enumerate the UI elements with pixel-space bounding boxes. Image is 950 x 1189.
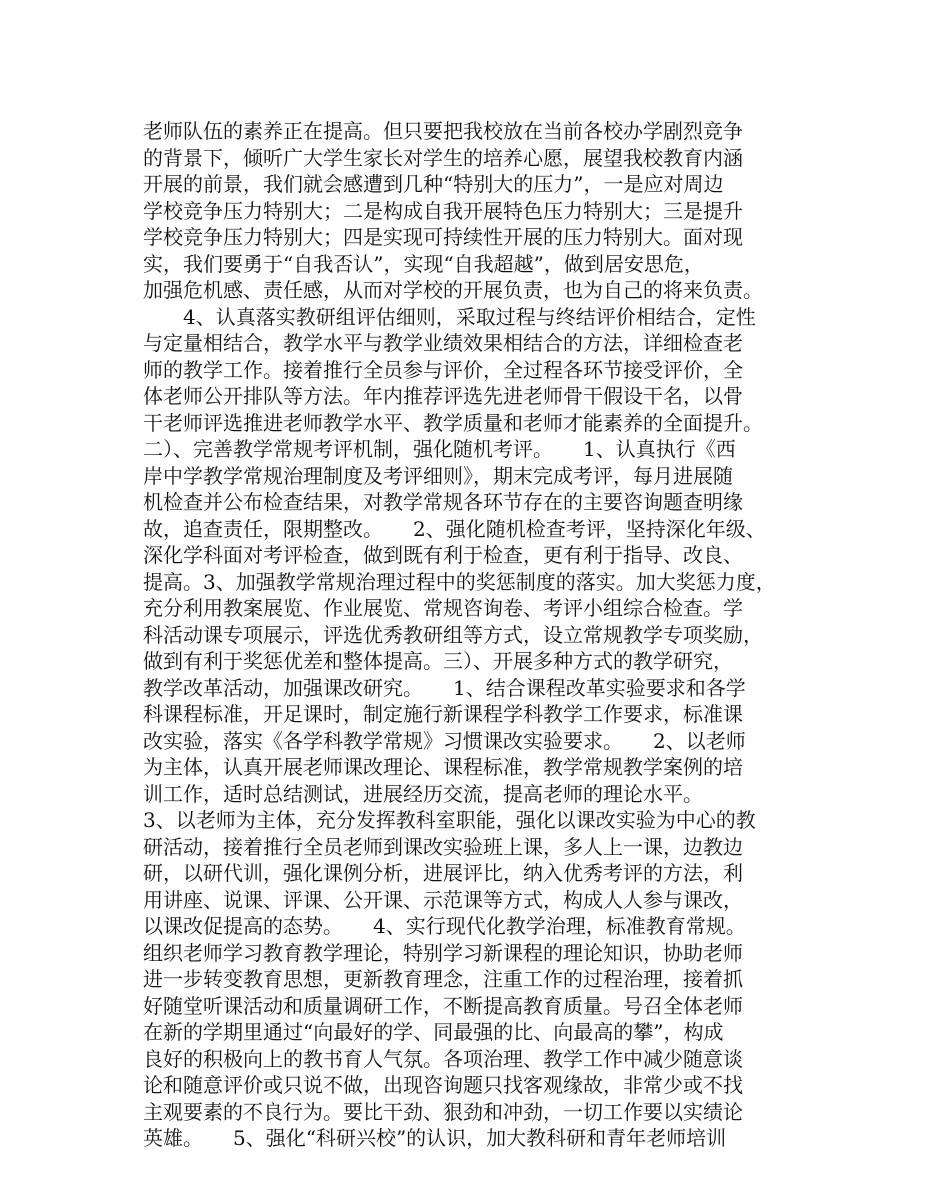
text-line: 机检查并公布检查结果，对教学常规各环节存在的主要咨询题查明缘 (143, 490, 743, 514)
text-line: 3、以老师为主体，充分发挥教科室职能，强化以课改实验为中心的教 (143, 808, 756, 832)
text-line: 进一步转变教育思想，更新教育理念，注重工作的过程治理，接着抓 (143, 967, 743, 991)
text-line: 岸中学教学常规治理制度及考评细则》，期末完成考评，每月进展随 (143, 463, 733, 488)
text-line: 好随堂听课活动和质量调研工作，不断提高教育质量。号召全体老师 (143, 993, 743, 1018)
text-line: 以课改促提高的态势。 4、实行现代化教学治理，标准教育常规。 (143, 914, 746, 938)
text-line: 故，追查责任，限期整改。 2、强化随机检查考评，坚持深化年级、 (143, 516, 766, 541)
text-line: 教学改革活动，加强课改研究。 1、结合课程改革实验要求和各学 (143, 675, 746, 700)
text-line: 开展的前景，我们就会感遭到几种“特别大的压力”，一是应对周边 (143, 172, 724, 196)
text-line: 学校竞争压力特别大；四是实现可持续性开展的压力特别大。面对现 (143, 225, 743, 249)
text-line: 用讲座、说课、评课、公开课、示范课等方式，构成人人参与课改， (143, 887, 743, 912)
text-line: 为主体，认真开展老师课改理论、课程标准，教学常规教学案例的培 (143, 755, 743, 779)
text-line: 提高。3、加强教学常规治理过程中的奖惩制度的落实。加大奖惩力度， (143, 569, 776, 594)
text-line: 组织老师学习教育教学理论，特别学习新课程的理论知识，协助老师 (143, 940, 743, 965)
text-line: 二）、完善教学常规考评机制，强化随机考评。 1、认真执行《西 (143, 437, 736, 461)
text-line: 做到有利于奖惩优差和整体提高。三）、开展多种方式的教学研究， (143, 649, 733, 673)
document-body (143, 118, 810, 1152)
text-line: 的背景下，倾听广大学生家长对学生的培养心愿，展望我校教育内涵 (143, 145, 743, 170)
text-line: 训工作，适时总结测试，进展经历交流，提高老师的理论水平。 (143, 781, 703, 806)
text-line: 学校竞争压力特别大；二是构成自我开展特色压力特别大；三是提升 (143, 198, 743, 223)
text-line: 改实验，落实《各学科教学常规》习惯课改实验要求。 2、以老师 (143, 728, 746, 753)
text-line: 充分利用教案展览、作业展览、常规咨询卷、考评小组综合检查。学 (143, 596, 743, 620)
text-line: 研，以研代训，强化课例分析，进展评比，纳入优秀考评的方法，利 (143, 861, 743, 885)
text-line: 深化学科面对考评检查，做到既有利于检查，更有利于指导、改良、 (143, 543, 743, 567)
text-line: 加强危机感、责任感，从而对学校的开展负责，也为自己的将来负责。 (143, 278, 763, 302)
text-line: 研活动，接着推行全员老师到课改实验班上课，多人上一课，边教边 (143, 834, 743, 859)
text-line: 与定量相结合，教学水平与教学业绩效果相结合的方法，详细检查老 (143, 331, 743, 355)
text-line: 英雄。 5、强化“科研兴校”的认识，加大教科研和青年老师培训 (143, 1126, 727, 1150)
text-line: 论和随意评价或只说不做，出现咨询题只找客观缘故，非常少或不找 (143, 1073, 743, 1097)
text-line: 师的教学工作。接着推行全员参与评价，全过程各环节接受评价，全 (143, 357, 743, 382)
text-line: 在新的学期里通过“向最好的学、同最强的比、向最高的攀”，构成 (143, 1020, 724, 1044)
text-line: 4、认真落实教研组评估细则，采取过程与终结评价相结合，定性 (143, 304, 756, 329)
text-line: 良好的积极向上的教书育人气氛。各项治理、教学工作中减少随意谈 (143, 1046, 743, 1071)
text-line: 主观要素的不良行为。要比干劲、狠劲和冲劲，一切工作要以实绩论 (143, 1099, 743, 1124)
text-line: 老师队伍的素养正在提高。但只要把我校放在当前各校办学剧烈竞争 (143, 119, 743, 143)
text-line: 实，我们要勇于“自我否认”，实现“自我超越”，做到居安思危， (143, 251, 704, 276)
text-line: 干老师评选推进老师教学水平、教学质量和老师才能素养的全面提升。 (143, 410, 763, 435)
text-line: 体老师公开排队等方法。年内推荐评选先进老师骨干假设干名，以骨 (143, 384, 743, 408)
text-line: 科课程标准，开足课时，制定施行新课程学科教学工作要求，标准课 (143, 702, 743, 726)
text-line: 科活动课专项展示，评选优秀教研组等方式，设立常规教学专项奖励， (143, 622, 763, 647)
